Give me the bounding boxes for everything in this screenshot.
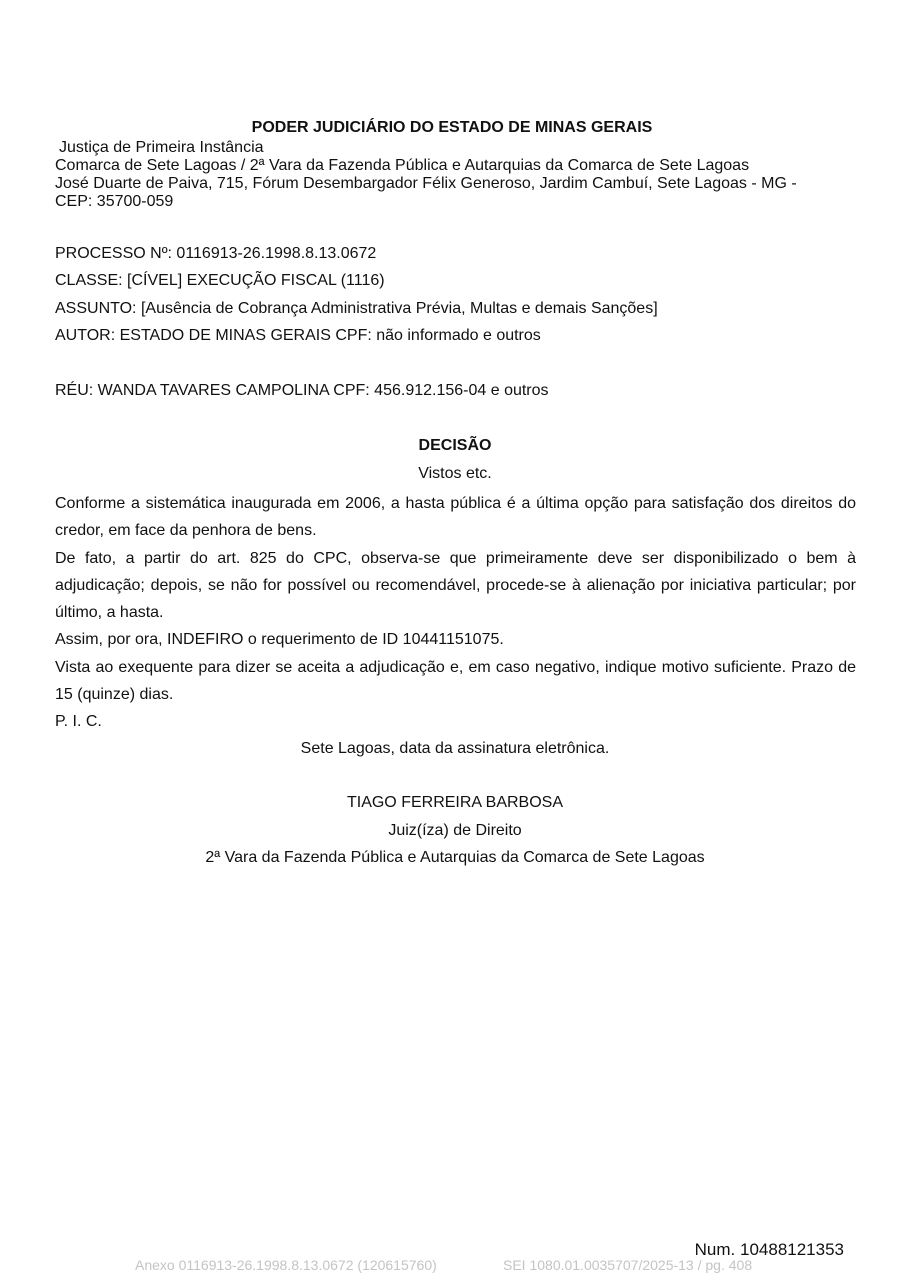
processo-line: PROCESSO Nº: 0116913-26.1998.8.13.0672 bbox=[55, 245, 377, 262]
decision-paragraph: P. I. C. bbox=[55, 713, 102, 731]
document-number: Num. 10488121353 bbox=[694, 1240, 844, 1259]
decision-heading: DECISÃO bbox=[418, 437, 492, 454]
judge-role: Juiz(íza) de Direito bbox=[388, 821, 522, 839]
classe-line: CLASSE: [CÍVEL] EXECUÇÃO FISCAL (1116) bbox=[55, 272, 385, 289]
judge-name: TIAGO FERREIRA BARBOSA bbox=[346, 794, 564, 811]
reu-line: RÉU: WANDA TAVARES CAMPOLINA CPF: 456.912.156-04 e outros bbox=[55, 382, 549, 399]
annex-reference: Anexo 0116913-26.1998.8.13.0672 (120615760) bbox=[135, 1257, 437, 1273]
address-line-1: José Duarte de Paiva, 715, Fórum Desembargador Félix Generoso, Jardim Cambuí, Sete Lagoas - MG - bbox=[55, 175, 797, 192]
decision-opening: Vistos etc. bbox=[418, 465, 492, 482]
decision-paragraph: Conforme a sistemática inaugurada em 2006, a hasta pública é a última opção para satisfação dos direitos do credor, em face da penhora de bens. bbox=[55, 495, 856, 540]
court-header-block bbox=[55, 139, 855, 211]
sei-reference: SEI 1080.01.0035707/2025-13 / pg. 408 bbox=[503, 1257, 753, 1273]
instance-line: Justiça de Primeira Instância bbox=[59, 139, 264, 156]
autor-line: AUTOR: ESTADO DE MINAS GERAIS CPF: não informado e outros bbox=[55, 327, 541, 344]
decision-paragraph: Assim, por ora, INDEFIRO o requerimento de ID 10441151075. bbox=[55, 631, 504, 649]
court-line: Comarca de Sete Lagoas / 2ª Vara da Fazenda Pública e Autarquias da Comarca de Sete Lagoas bbox=[55, 157, 750, 174]
signature-block bbox=[0, 789, 910, 872]
assunto-line: ASSUNTO: [Ausência de Cobrança Administrativa Prévia, Multas e demais Sanções] bbox=[55, 300, 658, 317]
address-line-2: CEP: 35700-059 bbox=[55, 193, 174, 210]
court-header-title: PODER JUDICIÁRIO DO ESTADO DE MINAS GERAIS bbox=[251, 119, 653, 136]
decision-paragraph: De fato, a partir do art. 825 do CPC, observa-se que primeiramente deve ser disponibilizado o bem à adjudicação; depois, se não for possível ou recomendável, procede-se à alienação por iniciativa particular; por último, a hasta. bbox=[55, 549, 856, 622]
place-date-line: Sete Lagoas, data da assinatura eletrônica. bbox=[300, 740, 610, 757]
judge-court: 2ª Vara da Fazenda Pública e Autarquias da Comarca de Sete Lagoas bbox=[205, 849, 705, 866]
decision-body bbox=[55, 490, 856, 736]
decision-paragraph: Vista ao exequente para dizer se aceita a adjudicação e, em caso negativo, indique motivo suficiente. Prazo de 15 (quinze) dias. bbox=[55, 658, 856, 704]
